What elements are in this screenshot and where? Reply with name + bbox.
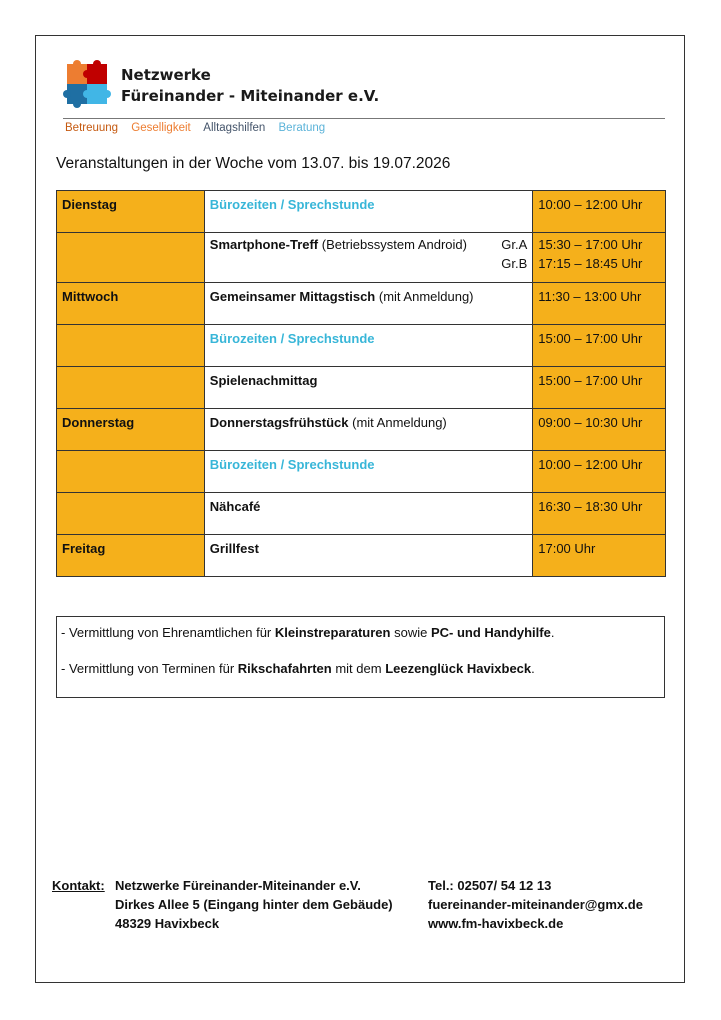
time-cell: 15:00 – 17:00 Uhr [533,325,666,367]
tag-beratung: Beratung [278,122,326,134]
org-name [121,65,379,107]
group-b-label: Gr.B [501,256,528,271]
day-cell: Dienstag [57,191,205,233]
note-text: . [550,625,555,640]
event-title: Spielenachmittag [209,373,318,388]
event-note: (mit Anmeldung) [375,289,474,304]
event-cell [204,325,532,367]
day-cell [57,493,205,535]
event-note: (Betriebssystem Android) [318,237,467,252]
time-cell [533,233,666,283]
event-title: Smartphone-Treff [209,237,319,252]
time-cell: 11:30 – 13:00 Uhr [533,283,666,325]
table-row [57,191,666,233]
day-cell [57,451,205,493]
time-group-b: 17:15 – 18:45 Uhr [538,256,643,271]
group-a-label: Gr.A [501,237,528,252]
note-highlight: PC- und Handyhilfe [430,625,551,640]
tag-geselligkeit: Geselligkeit [131,122,191,134]
time-cell: 09:00 – 10:30 Uhr [533,409,666,451]
event-cell [204,493,532,535]
event-title: Nähcafé [209,499,261,514]
event-cell [204,191,532,233]
contact-city: 48329 Havixbeck [115,916,220,931]
note-highlight: Leezenglück Havixbeck [385,661,532,676]
note-text: - Vermittlung von Ehrenamtlichen für [61,625,275,640]
event-cell [204,233,532,283]
time-group-a: 15:30 – 17:00 Uhr [538,237,643,252]
note-highlight: Rikschafahrten [237,661,332,676]
event-title: Donnerstagsfrühstück [209,415,349,430]
time-cell: 10:00 – 12:00 Uhr [533,451,666,493]
contact-details [428,876,643,933]
contact-phone: Tel.: 02507/ 54 12 13 [428,878,552,893]
event-title: Gemeinsamer Mittagstisch [209,289,376,304]
puzzle-logo-icon [63,58,113,114]
contact-street: Dirkes Allee 5 (Eingang hinter dem Gebäude) [115,897,393,912]
tagline [65,122,335,134]
event-cell [204,409,532,451]
time-cell: 15:00 – 17:00 Uhr [533,367,666,409]
contact-email[interactable]: fuereinander-miteinander@gmx.de [428,897,643,912]
table-row [57,535,666,577]
table-row [57,233,666,283]
table-row [57,283,666,325]
event-note: (mit Anmeldung) [348,415,447,430]
org-name-line2: Füreinander - Miteinander e.V. [121,87,380,105]
note-text: sowie [390,625,431,640]
note-text: - Vermittlung von Terminen für [61,661,238,676]
day-cell: Freitag [57,535,205,577]
event-cell [204,451,532,493]
contact-website[interactable]: www.fm-havixbeck.de [428,916,564,931]
tag-alltagshilfen: Alltagshilfen [203,122,266,134]
event-cell [204,535,532,577]
event-cell [204,367,532,409]
event-title: Bürozeiten / Sprechstunde [209,197,375,212]
day-cell: Donnerstag [57,409,205,451]
table-row [57,493,666,535]
event-title: Bürozeiten / Sprechstunde [209,457,375,472]
table-row [57,451,666,493]
table-row [57,409,666,451]
schedule-table [56,190,666,577]
note-text: mit dem [331,661,386,676]
time-cell: 17:00 Uhr [533,535,666,577]
note-line-2 [61,661,660,676]
contact-name: Netzwerke Füreinander-Miteinander e.V. [115,878,361,893]
header-divider [63,118,665,119]
org-name-line1: Netzwerke [121,66,211,84]
note-line-1 [61,625,660,640]
notes-box [56,616,665,698]
time-cell: 10:00 – 12:00 Uhr [533,191,666,233]
contact-label: Kontakt: [52,878,105,893]
day-cell [57,367,205,409]
table-row [57,367,666,409]
time-cell: 16:30 – 18:30 Uhr [533,493,666,535]
page-title: Veranstaltungen in der Woche vom 13.07. bis 19.07.2026 [56,155,451,172]
tag-betreuung: Betreuung [65,122,119,134]
note-highlight: Kleinstreparaturen [274,625,391,640]
event-cell [204,283,532,325]
event-title: Bürozeiten / Sprechstunde [209,331,375,346]
contact-address [115,876,393,933]
note-text: . [531,661,535,676]
day-cell [57,233,205,283]
day-cell: Mittwoch [57,283,205,325]
event-title: Grillfest [209,541,259,556]
table-row [57,325,666,367]
day-cell [57,325,205,367]
